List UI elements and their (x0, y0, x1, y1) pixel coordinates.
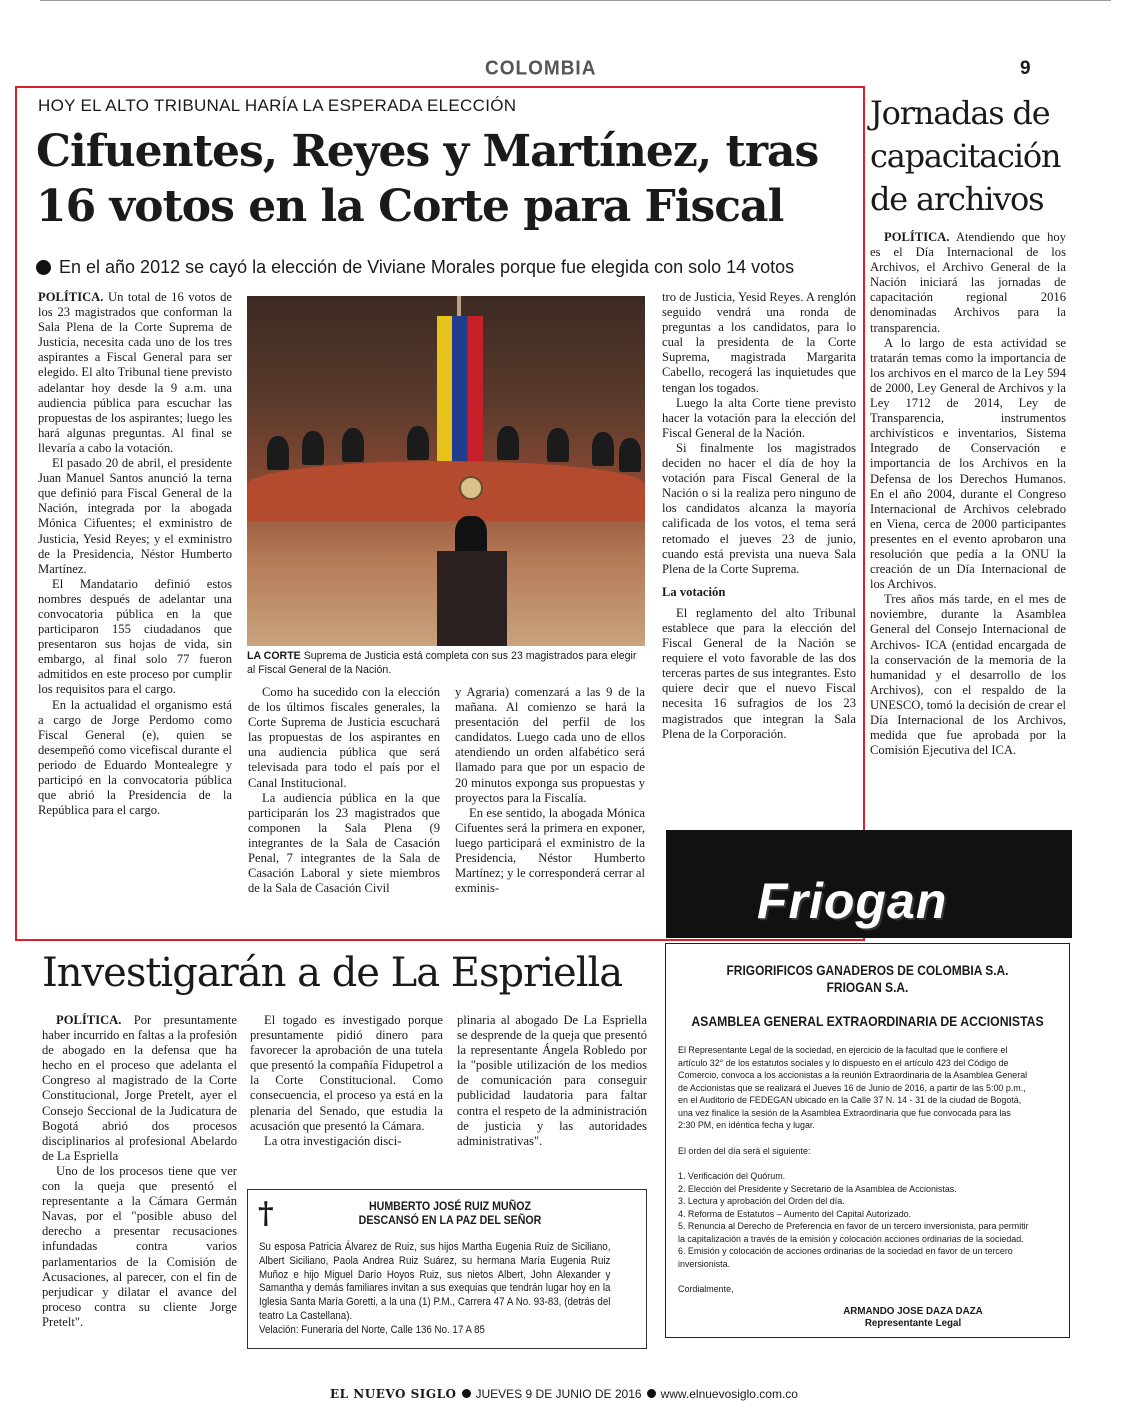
footer-url[interactable]: www.elnuevosiglo.com.co (660, 1387, 798, 1401)
paragraph: Como ha sucedido con la elección de los últimos fiscales generales, la Corte Suprema de Justicia escuchará las propuestas de los aspirantes en una audiencia pública que será televisada para todo el país por el Canal Institucional. (248, 685, 440, 790)
paragraph: En la actualidad el organismo está a cargo de Jorge Perdomo como Fiscal General (e), quien se desempeñó como vicefiscal durante el periodo de Eduardo Montealegre y participó en la convocatoria pública que abrió la Presidencia de la República para el cargo. (38, 697, 232, 818)
agenda-item: 4. Reforma de Estatutos – Aumento del Capital Autorizado. (678, 1208, 912, 1220)
cross-icon: † (258, 1196, 274, 1231)
second-headline: Investigarán a de La Espriella (42, 950, 623, 996)
obituary-heading (333, 1199, 567, 1227)
obituary-subheading: DESCANSÓ EN LA PAZ DEL SEÑOR (358, 1213, 542, 1227)
paragraph-text: Por presuntamente haber incurrido en faltas a la profesión de abogado en la defensa que ha hecho en el proceso que adelanta el Congreso al magistrado de la Corte Constitucional, Jorge Pretelt, ayer el Consejo Seccional de la Judicatura de Bogotá abrió dos procesos disciplinarios al profesional Abelardo de La Espriella (42, 1013, 237, 1163)
paragraph (42, 1013, 237, 1164)
paragraph: El reglamento del alto Tribunal establece que para la elección del Fiscal General de la Nación se requiere el voto favorable de las dos terceras partes de sus integrantes. Esto quiere decir que el nuevo Fiscal necesita 16 sufragios de los 23 magistrados que integran la Sala Plena de la Corporación. (662, 605, 856, 741)
paragraph-text: Un total de 16 votos de los 23 magistrados que conforman la Sala Plena de la Corte Suprema de Justicia, necesita cada uno de los tres aspirantes a Fiscal General para ser elegido. El alto Tribunal tiene previsto adelantar hoy desde la 9 a.m. una audiencia pública para escuchar las propuestas de los aspirantes; luego les hará algunas preguntas. Al final se llevaría a cabo la votación. (38, 290, 232, 455)
second-column-2 (250, 1013, 443, 1149)
paragraph: Si finalmente los magistrados deciden no hacer el día de hoy la votación para Fiscal General de la Nación o si la realiza pero ninguno de los candidatos alcanza la mayoría calificada de los votos, el tema será retomado el jueves 23 de junio, cuando está prevista una nueva Sala Plena de la Corte Suprema. (662, 440, 856, 576)
judge (547, 428, 569, 462)
court-bench (247, 461, 645, 521)
ad-agenda (678, 1171, 1030, 1271)
paragraph: Uno de los procesos tiene que ver con la queja que presentó el representante a la Cámara Germán Navas, por el "posible abuso del derecho a presentar recusaciones infundadas contra varios parlamentarios de la Comisión de Acusaciones, al parecer, con el fin de perjudicar y dilatar el avance del proceso contra su cliente Jorge Pretelt". (42, 1163, 237, 1329)
ad-assembly-title: ASAMBLEA GENERAL EXTRAORDINARIA DE ACCIONISTAS (691, 1014, 1044, 1029)
headline-line: 16 votos en la Corte para Fiscal (36, 181, 784, 232)
judge (592, 432, 614, 466)
paragraph-text: Atendiendo que hoy es el Día Internacional de los Archivos, el Archivo General de la Nación iniciará las jornadas de capacitación regional 2016 denominadas Archivos para la transparencia. (870, 230, 1066, 335)
dateline: POLÍTICA. (38, 290, 104, 304)
bullet-icon (462, 1389, 471, 1398)
dateline: POLÍTICA. (56, 1013, 122, 1027)
kicker: HOY EL ALTO TRIBUNAL HARÍA LA ESPERADA ELECCIÓN (38, 96, 517, 115)
bullet-icon (647, 1389, 656, 1398)
speaker-figure (455, 516, 487, 556)
article-column-2 (248, 685, 440, 896)
article-column-4 (662, 290, 856, 742)
company-short-name: FRIOGAN S.A. (826, 980, 909, 995)
judge (619, 438, 641, 472)
paragraph: Tres años más tarde, en el mes de noviembre, durante la Asamblea General del Consejo Internacional de Archivos- ICA (entidad encargada de la conservación de la memoria de la humanidad y el desarrollo de los Archivos), con el respaldo de la UNESCO, tomó la decisión de crear el Día Internacional de los Archivos, medida que fue aprobada por la Comisión Ejecutiva del ICA. (870, 592, 1066, 758)
paper-logo: EL NUEVO SIGLO (330, 1387, 457, 1401)
photo-caption (247, 650, 645, 677)
caption-text: Suprema de Justicia está completa con sus 23 magistrados para elegir al Fiscal General de la Nación. (247, 650, 637, 676)
court-photo (247, 296, 645, 646)
agenda-item: 5. Renuncia al Derecho de Preferencia en favor de un tercero inversionista, para permitir la capitalización a través de la emisión y colocación acciones ordinarias de la sociedad. (678, 1221, 1029, 1245)
agenda-item: 6. Emisión y colocación de acciones ordinarias de la sociedad en favor de un tercero inversionista. (678, 1246, 1013, 1270)
subheadline (36, 257, 794, 278)
company-name: FRIGORIFICOS GANADEROS DE COLOMBIA S.A. (726, 963, 1009, 978)
judge (407, 426, 429, 460)
headline-line: Cifuentes, Reyes y Martínez, tras (36, 126, 819, 177)
judge (302, 431, 324, 465)
headline-line: capacitación (870, 137, 1061, 175)
judge (497, 426, 519, 460)
signer-role: Representante Legal (864, 1318, 962, 1329)
ad-agenda-intro: El orden del día será el siguiente: (678, 1145, 811, 1157)
judge (342, 428, 364, 462)
headline-line: Jornadas de (870, 94, 1050, 132)
paragraph: Luego la alta Corte tiene previsto hacer la votación para la elección del Fiscal General de la Nación. (662, 395, 856, 440)
colombia-flag (437, 316, 483, 466)
section-subtitle: La votación (662, 584, 726, 599)
paragraph (38, 290, 232, 456)
ad-closing: Cordialmente, (678, 1284, 734, 1295)
main-headline (36, 124, 856, 234)
agenda-item: 1. Verificación del Quórum. (678, 1171, 786, 1182)
paragraph: y Agraria) comenzará a las 9 de la mañana. Al comienzo se hará la presentación del perfil de los candidatos. Luego cada uno de ellos atendiendo un orden alfabético será llamado para que por un espacio de 20 minutos exponga sus propuestas y proyectos para la Fiscalía. (455, 685, 645, 805)
ad-intro: El Representante Legal de la sociedad, en ejercicio de la facultad que le confiere el artículo 32° de los estatutos sociales y lo dispuesto en el artículo 423 del Código de Comercio, convoca a los accionistas a la reunión Extraordinaria de la Asamblea General de Accionistas que se realizará el Jueves 16 de Junio de 2016, a partir de las 5:00 p.m., en el Auditorio de FEDEGAN ubicado en la Calle 37 N. 14 - 31 de la ciudad de Bogotá, una vez finalice la sesión de la Asamblea Extraordinaria que fue convocada para las 2:30 PM, en idéntica fecha y lugar. (678, 1045, 1028, 1131)
second-column-3 (457, 1013, 647, 1149)
sidebar-headline (870, 92, 1070, 221)
obituary-body (259, 1241, 610, 1338)
paragraph: En ese sentido, la abogada Mónica Cifuentes será la primera en exponer, luego participará el exministro de la Presidencia, Néstor Humberto Martínez; y le corresponderá cerrar al exminis- (455, 805, 645, 896)
obituary-text: Su esposa Patricia Álvarez de Ruiz, sus hijos Martha Eugenia Ruiz de Siciliano, Albert Siciliano, Paola Andrea Ruiz Suárez, su hermana María Eugenia Ruiz Muñoz e hijo Miguel Darío Hoyos Ruiz, sus nietos Albert, John Alexander y Samantha y demás familiares invitan a sus exequias que tendrán lugar hoy en la Iglesia Santa María Goretti, a la una (1) P.M., Carrera 47 A No. 93-83, (detrás del teatro La Castellana). (259, 1241, 611, 1322)
paragraph: La audiencia pública en la que participarán los 23 magistrados que componen la Sala Plena (9 integrantes de la Sala de Casación Penal, 7 integrantes de la Sala de Casación Laboral y siete miembros de la Sala de Casación Civil (248, 790, 440, 896)
ad-body (678, 1045, 1030, 1310)
paragraph: El togado es investigado porque presuntamente pidió dinero para favorecer la aprobación de una tutela que presentó la compañía Fidupetrol a la Corte Constitucional. Como consecuencia, el proceso ya está en la plenaria del Senado, que estudia la acusación que presentó la Cámara. (250, 1013, 443, 1133)
article-column-1 (38, 290, 232, 818)
top-rule (40, 0, 1111, 6)
paragraph: El pasado 20 de abril, el presidente Juan Manuel Santos anunció la terna que definió para Fiscal General de la Nación, integrada por la abogada Mónica Cifuentes; el exministro de Justicia, Yesid Reyes; y el exministro de la Presidencia, Néstor Humberto Martínez. (38, 456, 232, 576)
agenda-item: 3. Lectura y aprobación del Orden del día. (678, 1196, 845, 1207)
caption-label: LA CORTE (247, 650, 301, 662)
friogan-logo: Friogan (757, 873, 948, 929)
signer-name: ARMANDO JOSE DAZA DAZA (843, 1306, 983, 1317)
paragraph (870, 230, 1066, 336)
deceased-name: HUMBERTO JOSÉ RUIZ MUÑOZ (368, 1199, 532, 1213)
paragraph: tro de Justicia, Yesid Reyes. A renglón seguido vendrá una ronda de preguntas a los candidatos, para lo cual la presidenta de la Corte Suprema, magistrada Margarita Cabello, recogerá las inquietudes que tengan los togados. (662, 290, 856, 395)
podium (437, 551, 507, 646)
paragraph: A lo largo de esta actividad se tratarán temas como la importancia de los archivos en el marco de la Ley 594 de 2000, Ley General de Archivos y la Ley 1712 de 2014, Ley de Transparencia, instrumentos archivísticos e inventarios, Sistema Integrado de Conservación e importancia de los Archivos en la Defensa de los Derechos Humanos. En el año 2004, durante el Congreso Internacional de Archivos celebrado en Viena, cerca de 2000 participantes presentes en el evento aprobaron una resolución que pedía a la ONU la creación de un Día Internacional de los Archivos. (870, 335, 1066, 592)
ad-signature (798, 1306, 1028, 1330)
headline-line: de archivos (870, 180, 1044, 218)
page-number: 9 (1020, 58, 1031, 79)
footer-date: JUEVES 9 DE JUNIO DE 2016 (475, 1387, 642, 1401)
subheadline-text: En el año 2012 se cayó la elección de Viviane Morales porque fue elegida con solo 14 votos (59, 257, 795, 277)
paragraph: La otra investigación disci- (264, 1133, 402, 1148)
agenda-item: 2. Elección del Presidente y Secretario de la Asamblea de Accionistas. (678, 1183, 957, 1195)
ad-company (689, 962, 1045, 996)
page-footer (330, 1387, 798, 1401)
section-name: COLOMBIA (485, 57, 597, 80)
paragraph: plinaria al abogado De La Espriella se desprende de la queja que presentó la representante Ángela Robledo por la "posible utilización de los medios de comunicación para conseguir publicidad laudatoria para faltar contra el respeto de la administración de justicia y las autoridades administrativas". (457, 1013, 647, 1148)
judge (267, 436, 289, 470)
bullet-icon (36, 260, 51, 275)
article-column-3 (455, 685, 645, 896)
velacion-info: Velación: Funeraria del Norte, Calle 136 No. 17 A 85 (259, 1323, 485, 1336)
dateline: POLÍTICA. (884, 230, 950, 244)
court-seal (459, 476, 483, 500)
second-column-1 (42, 1013, 237, 1330)
paragraph: El Mandatario definió estos nombres después de adelantar una convocatoria pública en la que participaron 155 ciudadanos que presentaron sus hojas de vida, sin embargo, al final solo 77 fueron admitidos en este proceso por cumplir los requisitos para el cargo. (38, 576, 232, 697)
sidebar-column (870, 230, 1066, 758)
